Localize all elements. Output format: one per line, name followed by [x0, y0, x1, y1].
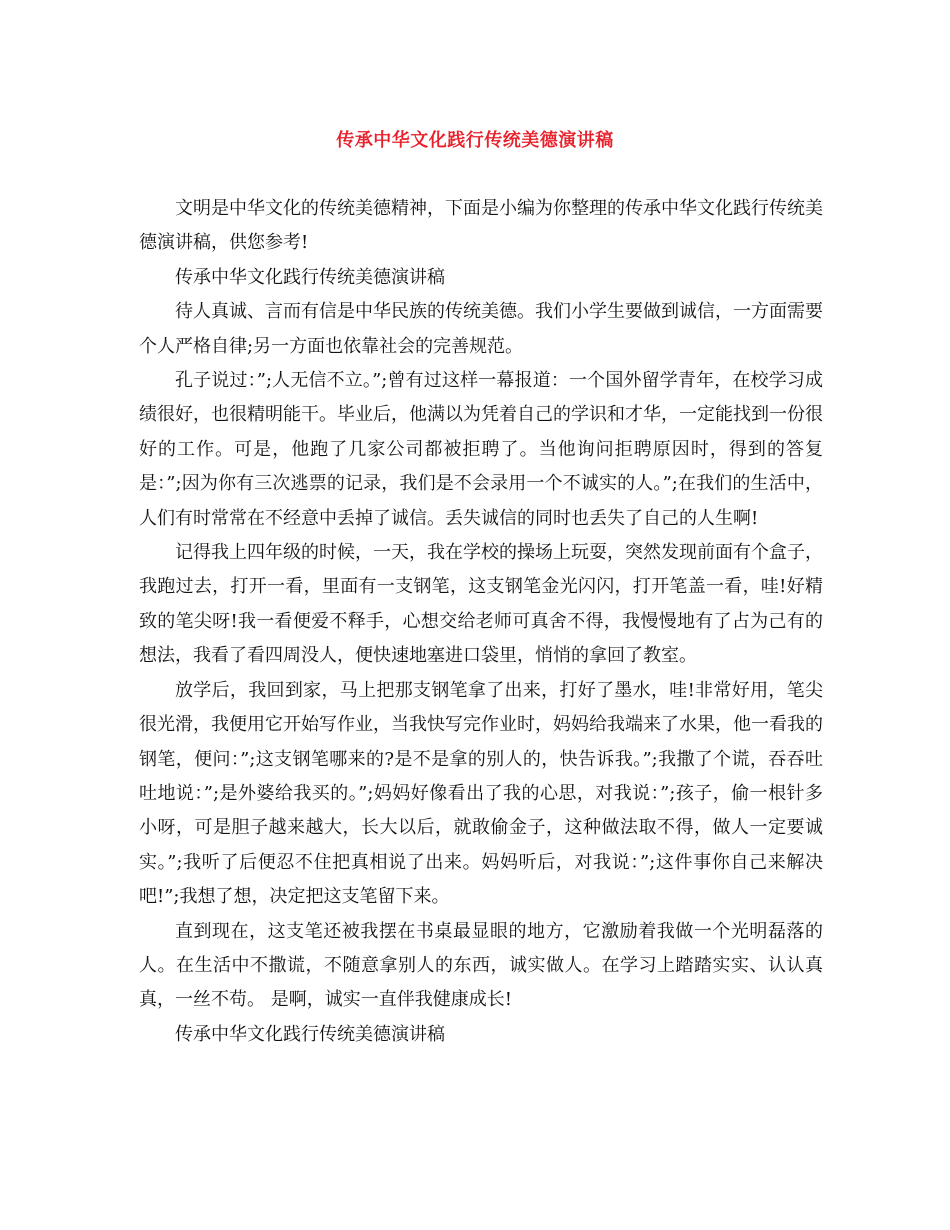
paragraph-intro: 文明是中华文化的传统美德精神，下面是小编为你整理的传承中华文化践行传统美德演讲稿，供您参考!	[139, 198, 823, 254]
paragraph-subheading: 传承中华文化践行传统美德演讲稿	[175, 266, 445, 288]
paragraph-confucius: 孔子说过：”;人无信不立。”;曾有过这样一幕报道：一个国外留学青年，在校学习成绩很好，也很精明能干。毕业后，他满以为凭着自己的学识和才华，一定能找到一份很好的工作。可是，他跑了几家公司都被拒聘了。当他询问拒聘原因时，得到的答复是：”;因为你有三次逃票的记录，我们是不会录用一个不诚实的人。”;在我们的生活中，人们有时常常在不经意中丢掉了诚信。丢失诚信的同时也丢失了自己的人生啊!	[139, 370, 823, 529]
paragraph-after-school: 放学后，我回到家，马上把那支钢笔拿了出来，打好了墨水，哇!非常好用，笔尖很光滑，我便用它开始写作业，当我快写完作业时，妈妈给我端来了水果，他一看我的钢笔，便问：”;这支钢笔哪来的?是不是拿的别人的，快告诉我。”;我撒了个谎，吞吞吐吐地说：”;是外婆给我买的。”;妈妈好像看出了我的心思，对我说：”;孩子，偷一根针多小呀，可是胆子越来越大，长大以后，就敢偷金子，这种做法取不得，做人一定要诚实。”;我听了后便忍不住把真相说了出来。妈妈听后，对我说：”;这件事你自己来解决吧!”;我想了想，决定把这支笔留下来。	[139, 679, 823, 908]
paragraph-subheading-2: 传承中华文化践行传统美德演讲稿	[175, 1023, 445, 1045]
paragraph-conclusion: 直到现在，这支笔还被我摆在书桌最显眼的地方，它激励着我做一个光明磊落的人。在生活中不撒谎，不随意拿别人的东西，诚实做人。在学习上踏踏实实、认认真真，一丝不苟。 是啊，诚实一直伴我健康成长!	[139, 920, 823, 1011]
document-title: 传承中华文化践行传统美德演讲稿	[336, 130, 614, 151]
paragraph-pen-found: 记得我上四年级的时候，一天，我在学校的操场上玩耍，突然发现前面有个盒子，我跑过去，打开一看，里面有一支钢笔，这支钢笔金光闪闪，打开笔盖一看，哇!好精致的笔尖呀!我一看便爱不释手，心想交给老师可真舍不得，我慢慢地有了占为己有的想法，我看了看四周没人，便快速地塞进口袋里，悄悄的拿回了教室。	[139, 542, 823, 667]
document-body	[139, 192, 823, 1052]
paragraph-integrity: 待人真诚、言而有信是中华民族的传统美德。我们小学生要做到诚信，一方面需要个人严格自律;另一方面也依靠社会的完善规范。	[139, 301, 823, 357]
